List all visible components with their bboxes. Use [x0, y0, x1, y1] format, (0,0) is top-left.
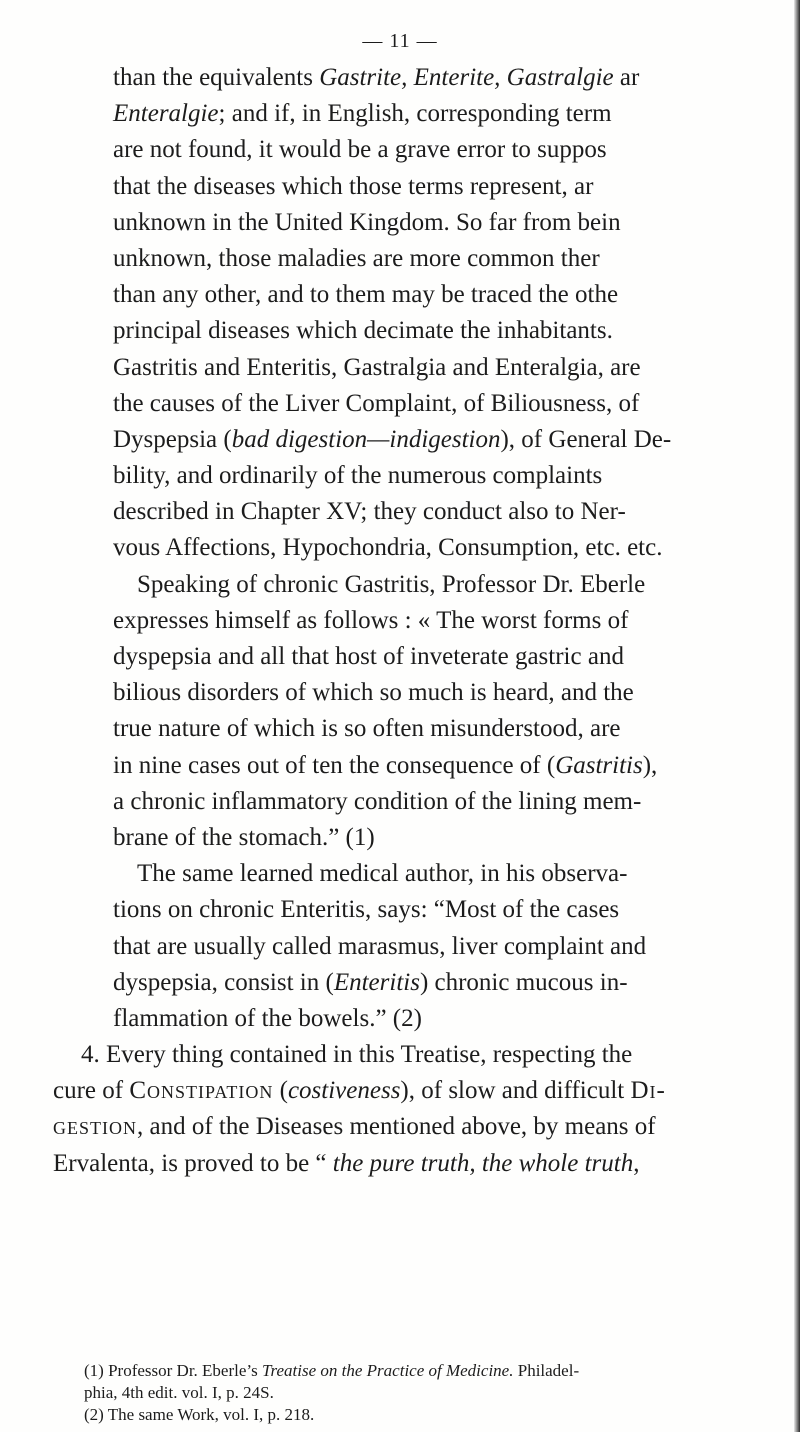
text-line-1: than the equivalents Gastrite, Enterite, Gastralgie ar — [113, 64, 640, 91]
body-text — [53, 60, 798, 1182]
text-line-5: unknown in the United Kingdom. So far from bein — [113, 208, 621, 236]
text-line-30: gestion, and of the Diseases mentioned above, by means of — [53, 1113, 656, 1141]
text-line-26: dyspepsia, consist in (Enteritis) chronic mucous in- — [113, 968, 628, 996]
text-line-10: the causes of the Liver Complaint, of Biliousness, of — [113, 389, 640, 417]
text-line-12: bility, and ordinarily of the numerous complaints — [113, 462, 603, 490]
text-line-14: vous Affections, Hypochondria, Consumption, etc. etc. — [113, 534, 663, 562]
text-line-4: that the diseases which those terms represent, ar — [113, 172, 594, 200]
text-line-22: brane of the stomach.” (1) — [113, 823, 375, 851]
text-line-2: Enteralgie; and if, in English, corresponding term — [113, 100, 612, 128]
text-line-15: Speaking of chronic Gastritis, Professor Dr. Eberle — [137, 570, 646, 598]
text-line-11: Dyspepsia (bad digestion—indigestion), of General De- — [113, 425, 672, 453]
text-line-9: Gastritis and Enteritis, Gastralgia and Enteralgia, are — [113, 353, 641, 381]
page-number: — 11 — — [362, 30, 438, 52]
text-line-20: in nine cases out of ten the consequence of (Gastritis), — [113, 751, 658, 779]
text-line-13: described in Chapter XV; they conduct also to Ner- — [113, 498, 626, 526]
text-line-31: Ervalenta, is proved to be “ the pure truth, the whole truth, — [53, 1149, 640, 1177]
text-line-23: The same learned medical author, in his observa- — [137, 860, 628, 888]
text-line-18: bilious disorders of which so much is heard, and the — [113, 679, 634, 707]
footnote-1: (1) Professor Dr. Eberle’s Treatise on the Practice of Medicine. Philadel- — [84, 1361, 580, 1380]
footnote-2: (2) The same Work, vol. I, p. 218. — [84, 1405, 315, 1424]
text-line-29: cure of Constipation (costiveness), of slow and difficult Di- — [53, 1077, 666, 1105]
text-line-17: dyspepsia and all that host of inveterate gastric and — [113, 643, 624, 670]
text-line-16: expresses himself as follows : « The worst forms of — [113, 606, 629, 634]
text-line-6: unknown, those maladies are more common ther — [113, 244, 600, 272]
text-line-7: than any other, and to them may be traced the othe — [113, 281, 619, 309]
text-line-27: flammation of the bowels.” (2) — [113, 1004, 422, 1032]
text-line-8: principal diseases which decimate the inhabitants. — [113, 317, 613, 345]
text-line-28: 4. Every thing contained in this Treatise, respecting the — [81, 1041, 633, 1069]
footnote-1-continued: phia, 4th edit. vol. I, p. 24S. — [84, 1383, 274, 1402]
text-line-3: are not found, it would be a grave error to suppos — [113, 136, 607, 164]
text-line-19: true nature of which is so often misunderstood, are — [113, 715, 621, 743]
text-line-21: a chronic inflammatory condition of the lining mem- — [113, 787, 642, 815]
text-line-25: that are usually called marasmus, liver complaint and — [113, 932, 647, 960]
footnotes — [84, 1360, 794, 1426]
text-line-24: tions on chronic Enteritis, says: “Most of the cases — [113, 896, 620, 924]
